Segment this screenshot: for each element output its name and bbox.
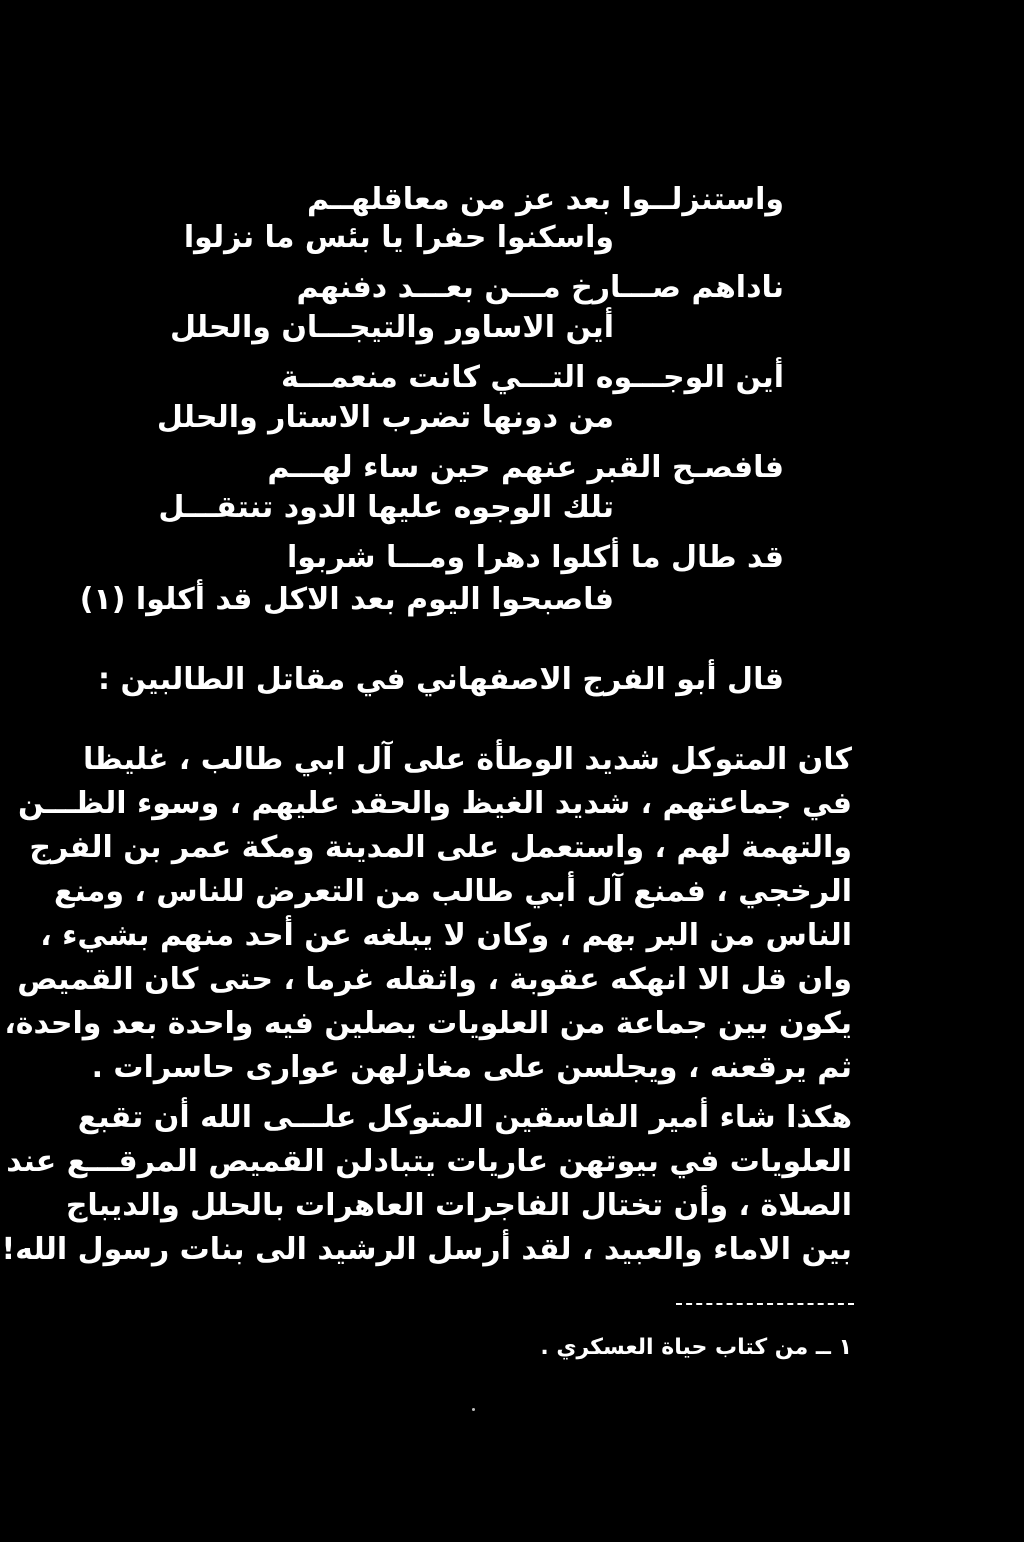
prose-line: كان المتوكل شديد الوطأة على آل ابي طالب ، غليظا: [83, 742, 852, 777]
poem-line: من دونها تضرب الاستار والحلل: [156, 400, 614, 435]
prose2-line: هكذا شاء أمير الفاسقين المتوكل علـــى الله أن تقبع: [77, 1100, 852, 1135]
poem-line: قد طال ما أكلوا دهرا ومـــا شربوا: [286, 540, 784, 575]
prose2-line: بين الاماء والعبيد ، لقد أرسل الرشيد الى بنات رسول الله!: [1, 1232, 852, 1267]
poem-line: ناداهم صـــارخ مـــن بعـــد دفنهم: [296, 270, 784, 305]
prose-line: في جماعتهم ، شديد الغيظ والحقد عليهم ، وسوء الظـــن: [17, 786, 852, 821]
poem-line: تلك الوجوه عليها الدود تنتقـــل: [158, 490, 614, 525]
poem-line: فافصـح القبر عنهم حين ساء لهـــم: [267, 450, 784, 485]
prose-line: وان قل الا انهكه عقوبة ، واثقله غرما ، حتى كان القميص: [17, 962, 852, 997]
footnote-divider: [676, 1303, 854, 1305]
intro-line: قال أبو الفرج الاصفهاني في مقاتل الطالبين :: [98, 662, 784, 697]
poem-line: واستنزلــوا بعد عز من معاقلهــم: [307, 182, 784, 217]
scan-speck: [472, 1408, 475, 1411]
poem-line: أين الوجـــوه التـــي كانت منعمـــة: [280, 360, 784, 395]
poem-line: فاصبحوا اليوم بعد الاكل قد أكلوا (١): [79, 582, 614, 617]
prose-line: ثم يرقعنه ، ويجلسن على مغازلهن عوارى حاسرات .: [91, 1050, 852, 1085]
poem-line: واسكنوا حفرا يا بئس ما نزلوا: [183, 220, 614, 255]
footnote: ١ ــ من كتاب حياة العسكري .: [540, 1335, 852, 1360]
prose-line: يكون بين جماعة من العلويات يصلين فيه واحدة بعد واحدة،: [4, 1006, 852, 1041]
prose2-line: العلويات في بيوتهن عاريات يتبادلن القميص المرقـــع عند: [6, 1144, 852, 1179]
prose-line: الناس من البر بهم ، وكان لا يبلغه عن أحد منهم بشيء ،: [40, 918, 852, 953]
prose-line: الرخجي ، فمنع آل أبي طالب من التعرض للناس ، ومنع: [54, 874, 852, 909]
prose2-line: الصلاة ، وأن تختال الفاجرات العاهرات بالحلل والديباج: [65, 1188, 852, 1223]
prose-line: والتهمة لهم ، واستعمل على المدينة ومكة عمر بن الفرج: [29, 830, 852, 865]
poem-line: أين الاساور والتيجـــان والحلل: [170, 310, 614, 345]
